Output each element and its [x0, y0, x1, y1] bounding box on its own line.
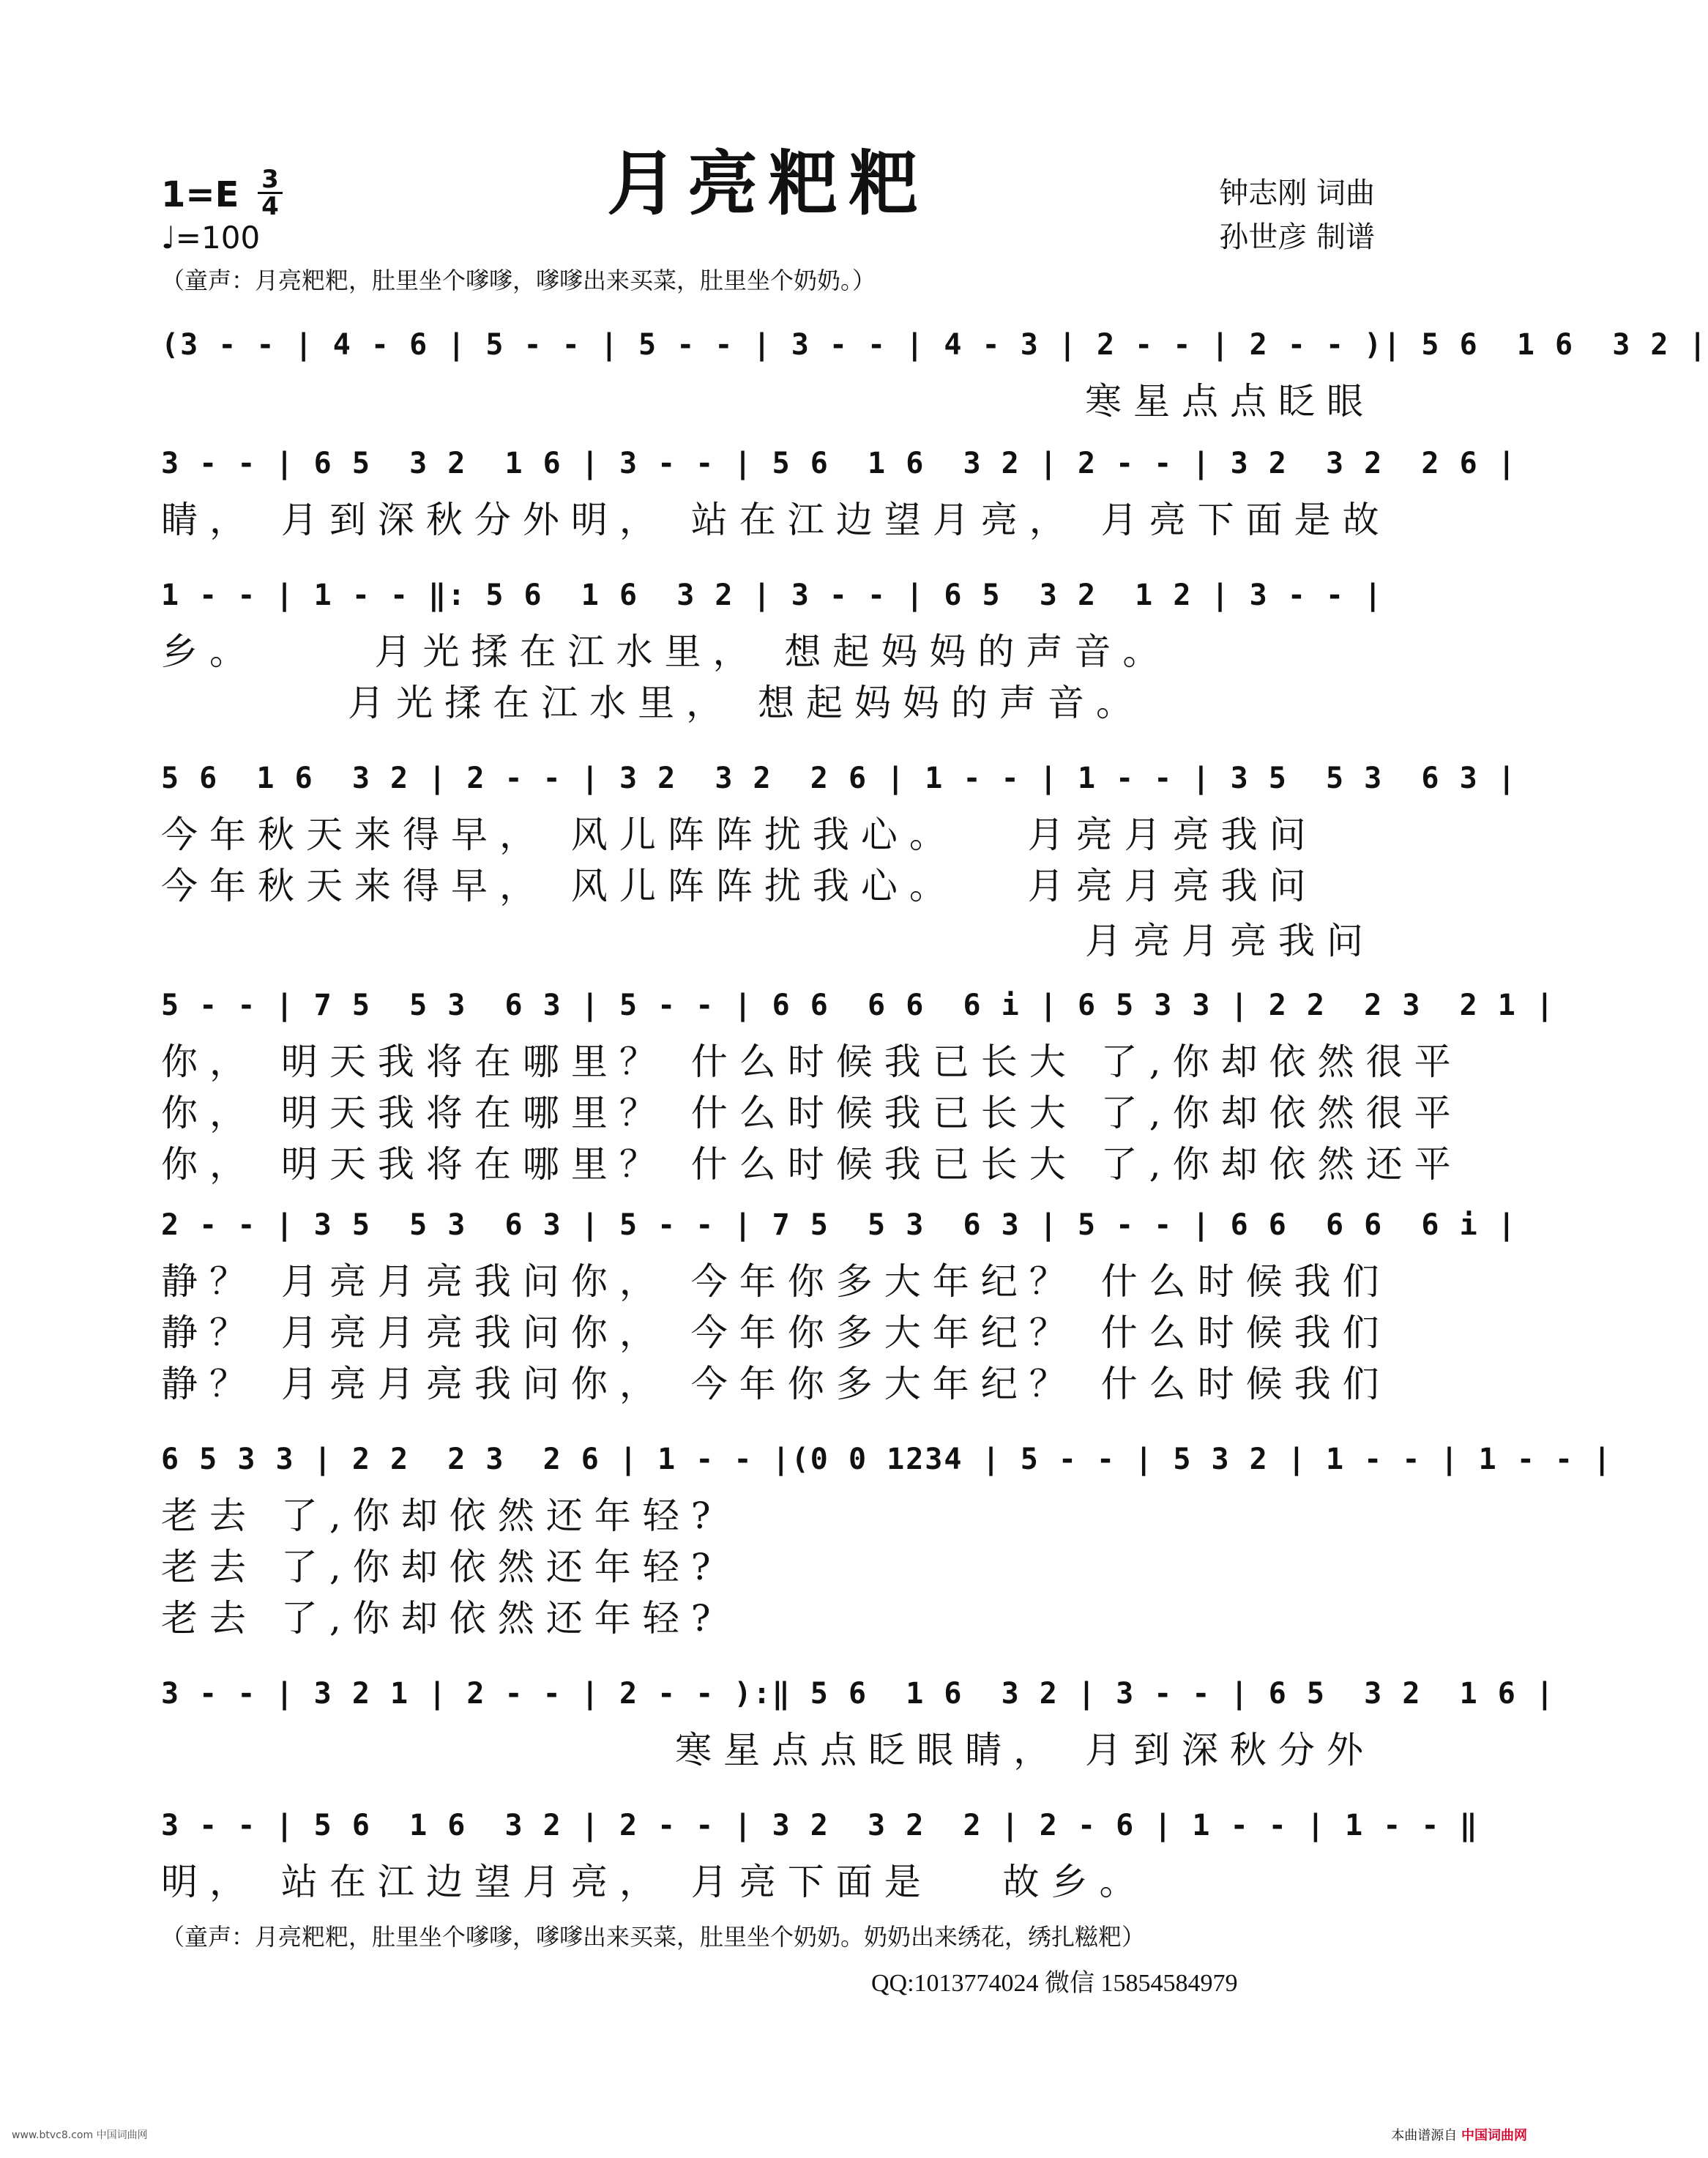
lyric-line-6-3: 静？ 月亮月亮我问你， 今年你多大年纪？ 什么时候我们	[161, 1363, 1391, 1405]
lyric-line-6-1: 静？ 月亮月亮我问你， 今年你多大年纪？ 什么时候我们	[161, 1260, 1391, 1303]
intro-note: （童声：月亮粑粑，肚里坐个嗲嗲，嗲嗲出来买菜，肚里坐个奶奶。）	[161, 267, 876, 294]
notation-line-7: 6 5 3 3 | 2 2 2 3 2 6 | 1 - - |(0 0 1234 | 5 - - | 5 3 2 | 1 - - | 1 - - |	[161, 1443, 1613, 1476]
lyric-line-5-3: 你， 明天我将在哪里？ 什么时候我已长大 了,你却依然还平	[161, 1143, 1463, 1186]
notation-line-8: 3 - - | 3 2 1 | 2 - - | 2 - - ):‖ 5 6 1 6 3 2 | 3 - - | 6 5 3 2 1 6 |	[161, 1677, 1555, 1711]
notation-line-1: (3 - - | 4 - 6 | 5 - - | 5 - - | 3 - - | 4 - 3 | 2 - - | 2 - - )| 5 6 1 6 3 2 |	[161, 328, 1708, 362]
notation-line-4: 5 6 1 6 3 2 | 2 - - | 3 2 3 2 2 6 | 1 - - | 1 - - | 3 5 5 3 6 3 |	[161, 762, 1517, 795]
footer-source	[1391, 2125, 1527, 2144]
notation-line-5: 5 - - | 7 5 5 3 6 3 | 5 - - | 6 6 6 6 6 i | 6 5 3 3 | 2 2 2 3 2 1 |	[161, 989, 1555, 1022]
notation-line-2: 3 - - | 6 5 3 2 1 6 | 3 - - | 5 6 1 6 3 2 | 2 - - | 3 2 3 2 2 6 |	[161, 447, 1517, 480]
footer-website: www.btvc8.com 中国词曲网	[12, 2129, 148, 2141]
lyric-line-5-2: 你， 明天我将在哪里？ 什么时候我已长大 了,你却依然很平	[161, 1092, 1463, 1134]
lyric-line-4-2: 今年秋天来得早， 风儿阵阵扰我心。 月亮月亮我问	[161, 865, 1318, 907]
lyric-line-3-2: 月光揉在江水里， 想起妈妈的声音。	[161, 682, 1145, 724]
credit-lyricist-composer: 钟志刚 词曲	[1219, 176, 1375, 210]
lyric-line-7-3: 老去 了,你却依然还年轻?	[161, 1597, 723, 1640]
lyric-line-7-1: 老去 了,你却依然还年轻?	[161, 1495, 723, 1537]
lyric-line-3-1: 乡。 月光揉在江水里， 想起妈妈的声音。	[161, 630, 1171, 673]
credit-arranger: 孙世彦 制谱	[1219, 220, 1375, 254]
notation-line-9: 3 - - | 5 6 1 6 3 2 | 2 - - | 3 2 3 2 2 | 2 - 6 | 1 - - | 1 - - ‖	[161, 1809, 1479, 1842]
page-title: 月亮粑粑	[607, 142, 929, 225]
lyric-line-2-1: 睛， 月到深秋分外明， 站在江边望月亮， 月亮下面是故	[161, 499, 1391, 541]
lyric-line-1-1: 寒星点点眨眼	[1085, 380, 1375, 423]
lyric-line-4-3: 月亮月亮我问	[1085, 920, 1375, 962]
lyric-line-4-1: 今年秋天来得早， 风儿阵阵扰我心。 月亮月亮我问	[161, 814, 1318, 856]
lyric-line-8-1: 寒星点点眨眼睛， 月到深秋分外	[675, 1729, 1375, 1771]
lyric-line-7-2: 老去 了,你却依然还年轻?	[161, 1546, 723, 1588]
key-signature: 1=E	[161, 174, 239, 215]
outro-note: （童声：月亮粑粑，肚里坐个嗲嗲，嗲嗲出来买菜，肚里坐个奶奶。奶奶出来绣花，绣扎糍粑）	[161, 1923, 1146, 1951]
notation-line-6: 2 - - | 3 5 5 3 6 3 | 5 - - | 7 5 5 3 6 3 | 5 - - | 6 6 6 6 6 i |	[161, 1208, 1517, 1242]
notation-line-3: 1 - - | 1 - - ‖: 5 6 1 6 3 2 | 3 - - | 6 5 3 2 1 2 | 3 - - |	[161, 578, 1384, 612]
time-signature	[258, 167, 283, 219]
lyric-line-9-1: 明， 站在江边望月亮， 月亮下面是 故乡。	[161, 1861, 1148, 1903]
contact-info: QQ:1013774024 微信 15854584979	[871, 1970, 1238, 1997]
lyric-line-6-2: 静？ 月亮月亮我问你， 今年你多大年纪？ 什么时候我们	[161, 1311, 1391, 1354]
time-signature-top: 3	[261, 165, 279, 194]
footer-source-label: 本曲谱源自	[1391, 2128, 1458, 2143]
time-signature-bottom: 4	[261, 192, 279, 221]
lyric-line-5-1: 你， 明天我将在哪里？ 什么时候我已长大 了,你却依然很平	[161, 1041, 1463, 1083]
tempo-marking: ♩=100	[161, 220, 261, 256]
footer-source-brand: 中国词曲网	[1461, 2128, 1527, 2143]
